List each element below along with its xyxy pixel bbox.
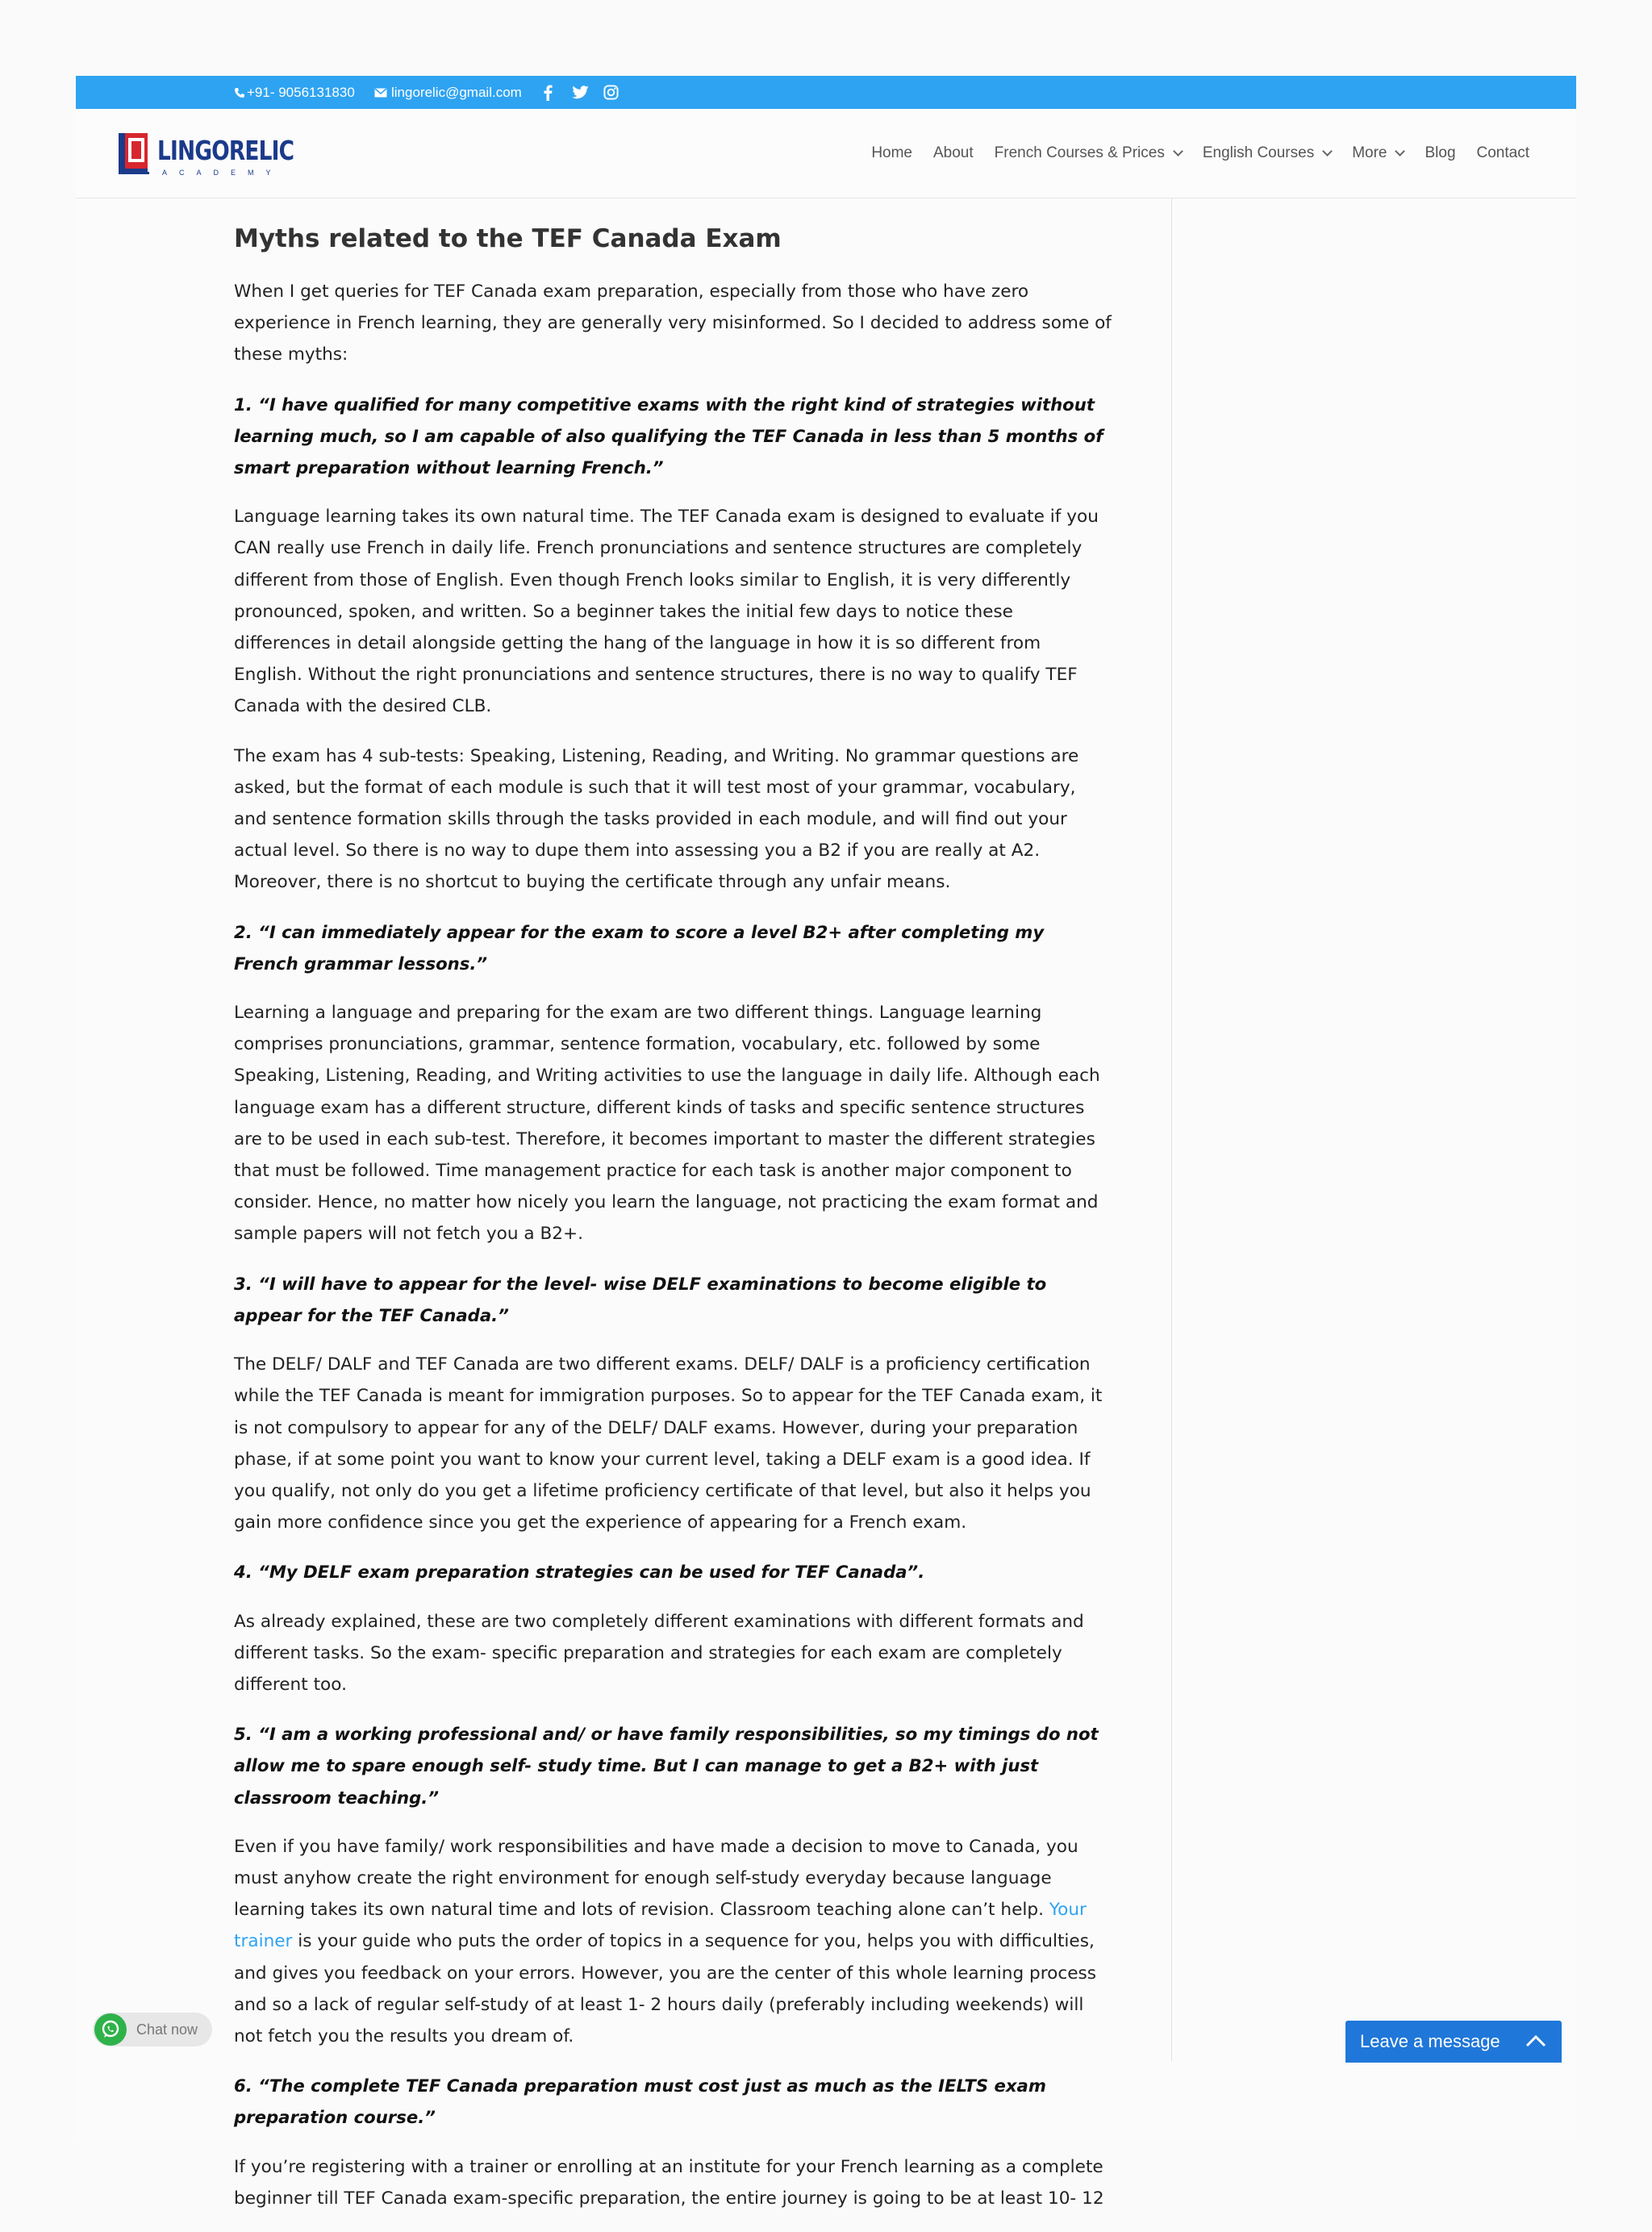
main-nav <box>850 109 1529 198</box>
facebook-link[interactable] <box>544 76 553 109</box>
nav-label: About <box>933 144 974 161</box>
myth-1-paragraph-a: Language learning takes its own natural time. The TEF Canada exam is designed to evaluate if you CAN really use French in daily life. French pronunciations and sentence structures are completely different from those of English. Even though French looks similar to English, it is very differently pronounced, spoken, and written. So a beginner takes the initial few days to notice these differences in detail alongside getting the hang of the language in how it is so different from English. Without the right pronunciations and sentence structures, there is no way to qualify TEF Canada with the desired CLB. <box>234 507 1099 717</box>
top-contact-bar <box>76 76 1576 109</box>
twitter-icon <box>572 86 589 99</box>
chat-now-label: Chat now <box>136 2021 198 2038</box>
myth-heading-6: 6. “The complete TEF Canada preparation must cost just as much as the IELTS exam preparation course.” <box>234 2076 1046 2128</box>
nav-blog[interactable] <box>1425 144 1455 162</box>
myth-5-text-before: Even if you have family/ work responsibilities and have made a decision to move to Canada, you must anyhow create the right environment for enough self-study everyday because language learning takes its own natural time and lots of revision. Classroom teaching alone can’t help. <box>234 1836 1078 1921</box>
chevron-down-icon <box>1395 146 1406 156</box>
chevron-down-icon <box>1322 146 1333 156</box>
logo-subtitle: ACADEMY <box>162 169 283 177</box>
instagram-link[interactable] <box>603 76 619 109</box>
myth-6-paragraph: If you’re registering with a trainer or enrolling at an institute for your French learning as a complete beginner till TEF Canada exam-specific preparation, the entire journey is going to be at least 10- 12 <box>234 2156 1104 2209</box>
myth-heading-3: 3. “I will have to appear for the level- wise DELF examinations to become eligible to appear for the TEF Canada.” <box>234 1273 1047 1325</box>
article-intro: When I get queries for TEF Canada exam preparation, especially from those who have zero experience in French learning, they are generally very misinformed. So I decided to address some of these myths: <box>234 282 1112 365</box>
leave-message-button[interactable] <box>1345 2021 1562 2063</box>
article-content <box>234 219 1113 2232</box>
instagram-icon <box>603 85 619 100</box>
myth-2-paragraph: Learning a language and preparing for the exam are two different things. Language learning comprises pronunciations, grammar, sentence formation, vocabulary, etc. followed by some Speaking, Listening, Reading, and Writing activities to use the language in daily life. Although each language exam has a different structure, different kinds of tasks and specific sentence structures are to be used in each sub-test. Therefore, it becomes important to master the different strategies that must be followed. Time management practice for each task is another major component to consider. Hence, no matter how nicely you learn the language, not practicing the exam format and sample papers will not fetch you a B2+. <box>234 1003 1100 1245</box>
leave-message-label: Leave a message <box>1360 2031 1500 2051</box>
email-icon <box>374 88 387 98</box>
nav-about[interactable] <box>933 144 974 162</box>
myth-4-paragraph: As already explained, these are two completely different examinations with different formats and different tasks. So the exam- specific preparation and strategies for each exam are completely different too. <box>234 1611 1084 1695</box>
logo-wordmark: LINGORELIC <box>157 135 294 166</box>
myth-heading-1: 1. “I have qualified for many competitive exams with the right kind of strategies without learning much, so I am capable of also qualifying the TEF Canada in less than 5 months of smart preparation without learning French.” <box>234 394 1103 478</box>
phone-contact[interactable] <box>234 76 355 109</box>
nav-label: French Courses & Prices <box>994 144 1165 161</box>
myth-heading-5: 5. “I am a working professional and/ or have family responsibilities, so my timings do not allow me to spare enough self- study time. But I can manage to get a B2+ with just classroom teaching.” <box>234 1724 1099 1808</box>
article-title: Myths related to the TEF Canada Exam <box>234 224 782 253</box>
nav-french-courses[interactable] <box>995 144 1182 162</box>
book-logo-icon <box>117 131 152 175</box>
email-contact[interactable] <box>374 76 522 109</box>
nav-label: Contact <box>1476 144 1529 161</box>
phone-icon <box>234 87 245 98</box>
twitter-link[interactable] <box>572 76 589 109</box>
chevron-down-icon <box>1173 146 1183 156</box>
chat-now-button[interactable] <box>93 2013 212 2046</box>
myth-5-text-after: is your guide who puts the order of topics in a sequence for you, helps you with difficulties, and gives you feedback on your errors. However, you are the center of this whole learning process and so a lack of regular self-study of at least 1- 2 hours daily (preferably including weekends) will not fetch you the results you dream of. <box>234 1931 1097 2046</box>
nav-label: Home <box>871 144 912 161</box>
your-trainer-link[interactable]: Your trainer <box>234 1900 1087 1952</box>
site-logo[interactable] <box>117 131 294 180</box>
whatsapp-icon <box>94 2013 127 2046</box>
nav-label: Blog <box>1425 144 1456 161</box>
phone-number: +91- 9056131830 <box>247 84 355 100</box>
myth-3-paragraph: The DELF/ DALF and TEF Canada are two different exams. DELF/ DALF is a proficiency certification while the TEF Canada is meant for immigration purposes. So to appear for the TEF Canada exam, it is not compulsory to appear for any of the DELF/ DALF exams. However, during your preparation phase, if at some point you want to know your current level, taking a DELF exam is a good idea. If you qualify, not only do you get a lifetime proficiency certificate of that level, but also it helps you gain more confidence since you get the experience of appearing for a French exam. <box>234 1354 1103 1533</box>
nav-home[interactable] <box>871 144 912 162</box>
facebook-icon <box>544 85 553 101</box>
chevron-up-icon <box>1525 2031 1547 2051</box>
myth-heading-4: 4. “My DELF exam preparation strategies can be used for TEF Canada”. <box>234 1562 925 1583</box>
nav-more[interactable] <box>1352 144 1404 162</box>
myth-heading-2: 2. “I can immediately appear for the exam to score a level B2+ after completing my French grammar lessons.” <box>234 921 1045 974</box>
email-address: lingorelic@gmail.com <box>391 84 522 100</box>
sidebar-divider <box>1171 198 1172 2061</box>
nav-english-courses[interactable] <box>1203 144 1331 162</box>
nav-label: More <box>1352 144 1387 161</box>
myth-5-paragraph <box>234 1831 1113 2052</box>
myth-1-paragraph-b: The exam has 4 sub-tests: Speaking, Listening, Reading, and Writing. No grammar questions are asked, but the format of each module is such that it will test most of your grammar, vocabulary, and sentence formation skills through the tasks provided in each module, and will find out your actual level. So there is no way to dupe them into assessing you a B2 if you are really at A2. Moreover, there is no shortcut to buying the certificate through any unfair means. <box>234 745 1079 893</box>
nav-label: English Courses <box>1202 144 1315 161</box>
nav-contact[interactable] <box>1477 144 1529 162</box>
site-header <box>76 109 1576 198</box>
